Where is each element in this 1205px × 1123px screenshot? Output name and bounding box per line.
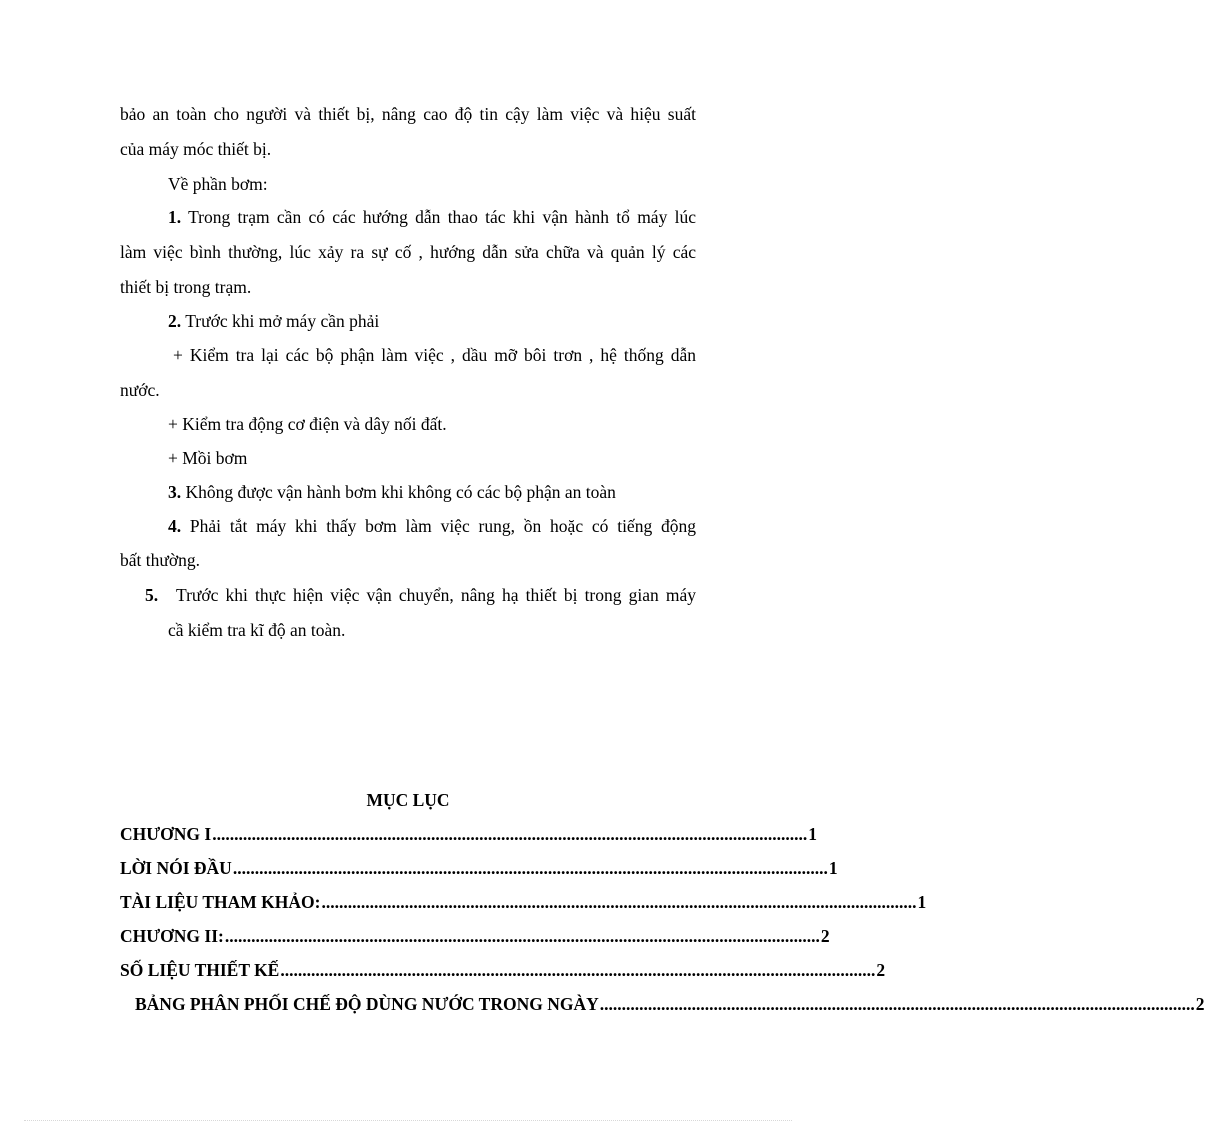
toc-entry[interactable]: [135, 993, 1205, 1015]
toc-entry-page: 2: [1195, 994, 1205, 1014]
toc-entry[interactable]: [120, 823, 817, 845]
list-number: 3.: [168, 482, 182, 502]
toc-leader-dots: ........................................................................................................................................: [599, 994, 1195, 1014]
section-heading: Về phần bơm:: [168, 174, 268, 194]
toc-leader-dots: ........................................................................................................................................: [321, 892, 917, 912]
toc-entry-label: CHƯƠNG I: [120, 824, 212, 844]
toc-entry-label: BẢNG PHÂN PHỐI CHẾ ĐỘ DÙNG NƯỚC TRONG NGÀY: [135, 994, 599, 1014]
toc-leader-dots: ........................................................................................................................................: [212, 824, 808, 844]
list-item-3: [168, 481, 616, 503]
list-number: 2.: [168, 311, 182, 331]
sub-item-line: + Mồi bơm: [168, 448, 248, 468]
list-number: 4.: [168, 516, 182, 536]
toc-entry[interactable]: [120, 891, 927, 913]
paragraph-line: bất thường.: [120, 550, 200, 570]
toc-entry[interactable]: [120, 857, 838, 879]
list-item-text: Phải tắt máy khi thấy bơm làm việc rung, ồn hoặc có tiếng động: [189, 516, 696, 536]
list-item-2: [168, 310, 379, 332]
sub-item-line: nước.: [120, 380, 160, 400]
sub-item-line: + Kiểm tra động cơ điện và dây nối đất.: [168, 414, 447, 434]
list-number: 5.: [145, 585, 159, 605]
toc-entry-label: CHƯƠNG II:: [120, 926, 224, 946]
list-number: 1.: [168, 207, 182, 227]
paragraph-line: cầ kiểm tra kĩ độ an toàn.: [168, 620, 346, 640]
toc-leader-dots: ........................................................................................................................................: [224, 926, 820, 946]
sub-item-line: + Kiểm tra lại các bộ phận làm việc , dầu mỡ bôi trơn , hệ thống dẫn: [173, 345, 696, 365]
list-item-1: [168, 206, 696, 228]
toc-title: MỤC LỤC: [366, 790, 450, 810]
toc-entry-page: 2: [876, 960, 886, 980]
paragraph-line: bảo an toàn cho người và thiết bị, nâng cao độ tin cậy làm việc và hiệu suất: [120, 104, 696, 124]
list-item-4: [168, 515, 696, 537]
toc-entry-page: 1: [808, 824, 817, 844]
paragraph-line: của máy móc thiết bị.: [120, 139, 272, 159]
list-item-text: Trong trạm cần có các hướng dẫn thao tác khi vận hành tổ máy lúc: [188, 207, 696, 227]
toc-entry-label: SỐ LIỆU THIẾT KẾ: [120, 960, 280, 980]
toc-entry-page: 1: [828, 858, 838, 878]
toc-entry-label: TÀI LIỆU THAM KHẢO:: [120, 892, 321, 912]
toc-leader-dots: ........................................................................................................................................: [280, 960, 876, 980]
toc-entry-page: 1: [917, 892, 927, 912]
paragraph-line: thiết bị trong trạm.: [120, 277, 252, 297]
page-bottom-divider: [24, 1120, 792, 1121]
list-item-text: Không được vận hành bơm khi không có các bộ phận an toàn: [185, 482, 616, 502]
list-item-text: Trước khi thực hiện việc vận chuyển, nâng hạ thiết bị trong gian máy: [176, 585, 696, 605]
toc-entry[interactable]: [120, 959, 886, 981]
list-item-text: Trước khi mở máy cần phải: [185, 311, 380, 331]
toc-leader-dots: ........................................................................................................................................: [232, 858, 828, 878]
list-item-5: [145, 584, 696, 606]
toc-entry-label: LỜI NÓI ĐẦU: [120, 858, 232, 878]
toc-entry[interactable]: [120, 925, 830, 947]
toc-entry-page: 2: [820, 926, 830, 946]
paragraph-line: làm việc bình thường, lúc xảy ra sự cố , hướng dẫn sửa chữa và quản lý các: [120, 242, 696, 262]
